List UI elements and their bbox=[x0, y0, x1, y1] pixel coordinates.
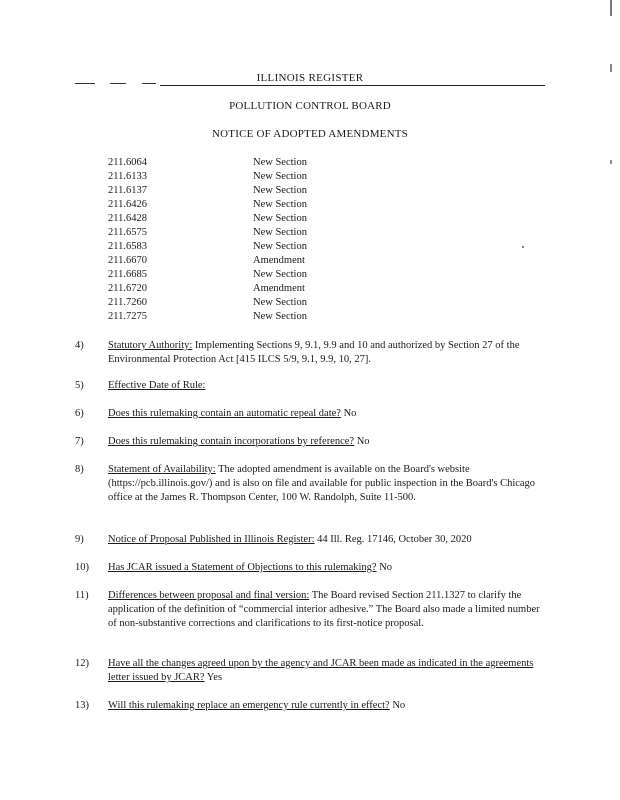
item-label: Has JCAR issued a Statement of Objections to this rulemaking? bbox=[108, 562, 377, 573]
section-action: New Section bbox=[253, 213, 307, 224]
section-action: New Section bbox=[253, 199, 307, 210]
section-number: 211.6583 bbox=[108, 241, 147, 252]
section-action: New Section bbox=[253, 227, 307, 238]
item-text: 44 Ill. Reg. 17146, October 30, 2020 bbox=[314, 534, 472, 545]
section-row bbox=[108, 310, 368, 324]
item-text: No bbox=[389, 700, 406, 711]
item-body bbox=[108, 407, 545, 421]
section-action: Amendment bbox=[253, 255, 305, 266]
section-number: 211.6428 bbox=[108, 213, 147, 224]
section-action: New Section bbox=[253, 297, 307, 308]
item-number: 10) bbox=[75, 562, 89, 573]
item-label: Statutory Authority: bbox=[108, 340, 193, 351]
section-row bbox=[108, 240, 368, 254]
item-label: Does this rulemaking contain incorporations by reference? bbox=[108, 436, 355, 447]
item-number: 4) bbox=[75, 340, 84, 351]
item-number: 11) bbox=[75, 590, 89, 601]
section-number: 211.6685 bbox=[108, 269, 147, 280]
item-label: Effective Date of Rule: bbox=[108, 380, 206, 391]
item-text: Implementing Sections 9, 9.1, 9.9 and 10 and authorized by Section 27 of the Environmental Protection Act [415 ILCS 5/9, 9.1, 9.9, 10, 27]. bbox=[108, 340, 520, 365]
item-body bbox=[108, 657, 545, 685]
item-text: No bbox=[376, 562, 393, 573]
item-body bbox=[108, 699, 545, 713]
item-body bbox=[108, 379, 545, 393]
item-number: 8) bbox=[75, 464, 84, 475]
section-action: Amendment bbox=[253, 283, 305, 294]
section-number: 211.6133 bbox=[108, 171, 147, 182]
section-row bbox=[108, 268, 368, 282]
section-action: New Section bbox=[253, 157, 307, 168]
section-action: New Section bbox=[253, 269, 307, 280]
scan-edge-mark bbox=[610, 0, 612, 800]
section-number: 211.7275 bbox=[108, 311, 147, 322]
item-label: Have all the changes agreed upon by the agency and JCAR been made as indicated in the agreements letter issued by JCAR? bbox=[108, 658, 534, 683]
section-row bbox=[108, 156, 368, 170]
affected-sections-list bbox=[108, 156, 368, 324]
item-number: 5) bbox=[75, 380, 84, 391]
item-text: No bbox=[354, 436, 370, 447]
item-body bbox=[108, 533, 545, 547]
item-text: The Board revised Section 211.1327 to clarify the application of the definition of “commercial interior adhesive.” The Board also made a limited number of non-substantive corrections and clarifications to its first-notice proposal. bbox=[108, 590, 540, 629]
item-body bbox=[108, 589, 545, 631]
header-rule bbox=[160, 85, 545, 86]
item-body bbox=[108, 463, 545, 505]
item-body bbox=[108, 339, 545, 367]
section-row bbox=[108, 198, 368, 212]
section-number: 211.6670 bbox=[108, 255, 147, 266]
item-body bbox=[108, 435, 545, 449]
section-row bbox=[108, 226, 368, 240]
section-number: 211.6720 bbox=[108, 283, 147, 294]
scan-speck bbox=[522, 246, 524, 248]
item-label: Notice of Proposal Published in Illinois Register: bbox=[108, 534, 315, 545]
item-text: Yes bbox=[204, 672, 223, 683]
section-number: 211.6575 bbox=[108, 227, 147, 238]
item-label: Will this rulemaking replace an emergency rule currently in effect? bbox=[108, 700, 390, 711]
section-action: New Section bbox=[253, 241, 307, 252]
item-body bbox=[108, 561, 545, 575]
section-row bbox=[108, 170, 368, 184]
item-label: Statement of Availability: bbox=[108, 464, 216, 475]
section-row bbox=[108, 296, 368, 310]
item-number: 9) bbox=[75, 534, 84, 545]
register-title: ILLINOIS REGISTER bbox=[256, 72, 364, 84]
item-text: No bbox=[340, 408, 357, 419]
item-text: The adopted amendment is available on the Board's website (https://pcb.illinois.gov/) and is also on file and available for public inspection in the Board's Chicago office at the James R. Thompson Center, 100 W. Randolph, Suite 11-500. bbox=[108, 464, 536, 503]
item-number: 7) bbox=[75, 436, 84, 447]
section-number: 211.6426 bbox=[108, 199, 147, 210]
notice-title: NOTICE OF ADOPTED AMENDMENTS bbox=[212, 128, 408, 140]
section-action: New Section bbox=[253, 185, 307, 196]
item-number: 13) bbox=[75, 700, 89, 711]
section-row bbox=[108, 282, 368, 296]
section-number: 211.6137 bbox=[108, 185, 147, 196]
item-label: Does this rulemaking contain an automatic repeal date? bbox=[108, 408, 341, 419]
section-number: 211.6064 bbox=[108, 157, 147, 168]
section-row bbox=[108, 184, 368, 198]
section-row bbox=[108, 212, 368, 226]
section-row bbox=[108, 254, 368, 268]
item-number: 12) bbox=[75, 658, 89, 669]
item-label: Differences between proposal and final version: bbox=[108, 590, 310, 601]
item-number: 6) bbox=[75, 408, 84, 419]
section-action: New Section bbox=[253, 171, 307, 182]
board-title: POLLUTION CONTROL BOARD bbox=[229, 100, 391, 112]
section-action: New Section bbox=[253, 311, 307, 322]
section-number: 211.7260 bbox=[108, 297, 147, 308]
